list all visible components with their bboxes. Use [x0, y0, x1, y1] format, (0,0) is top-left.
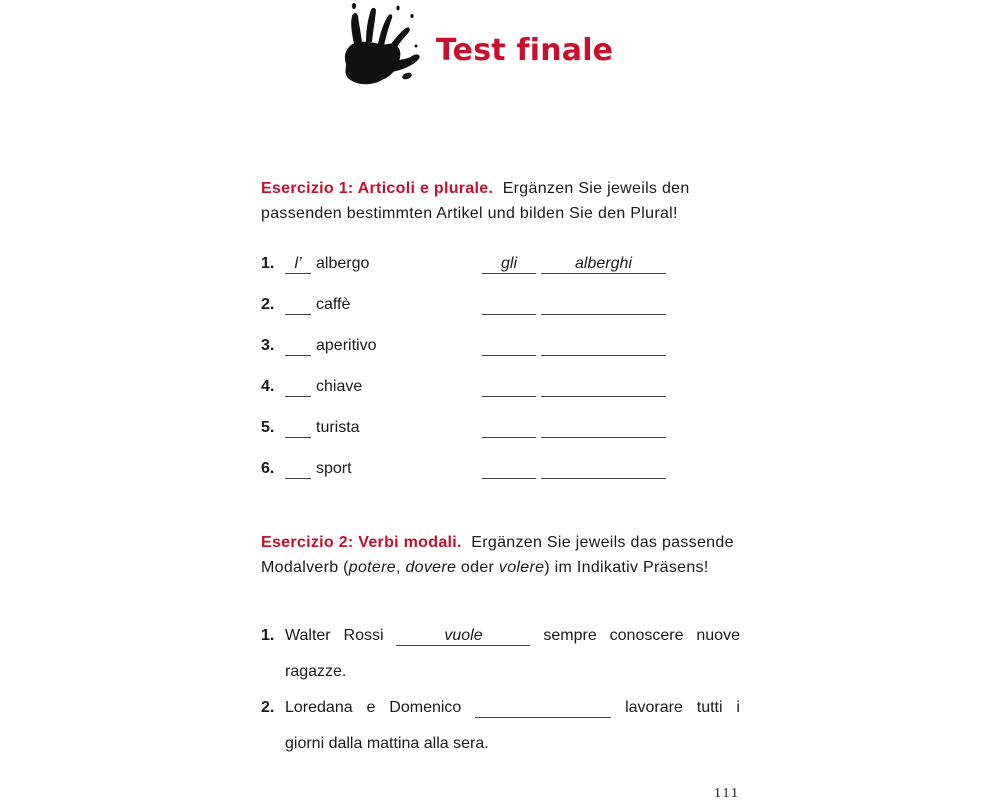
item-number: 1. [261, 627, 275, 644]
item-number: 5. [261, 419, 275, 436]
modal-verb-blank[interactable]: vuole [396, 627, 530, 646]
sentence-word: tutti [696, 699, 723, 716]
noun-label: sport [316, 460, 352, 477]
exercise-2-instruction-start: Ergänzen Sie jeweils das passende Modalverb ( [261, 534, 734, 576]
sentence-word: conoscere [609, 627, 684, 644]
exercise-1-item [261, 337, 681, 361]
exercise-1-item [261, 419, 681, 443]
sentence-word: nuove [696, 627, 740, 644]
item-number: 4. [261, 378, 275, 395]
exercise-2-heading [261, 530, 741, 580]
article-blank[interactable] [285, 419, 311, 438]
item-number: 2. [261, 296, 275, 313]
exercise-1-heading [261, 176, 741, 226]
noun-label: turista [316, 419, 360, 436]
sentence-word: sempre [543, 627, 597, 644]
item-number: 3. [261, 337, 275, 354]
separator-oder: oder [456, 559, 499, 576]
handprint-icon [336, 2, 428, 94]
exercise-1-item [261, 296, 681, 320]
modal-verb-blank[interactable] [475, 699, 611, 718]
verb-dovere: dovere [405, 559, 457, 576]
plural-article-blank[interactable] [482, 296, 536, 315]
article-blank[interactable]: l’ [285, 255, 311, 274]
sentence-word: Domenico [389, 699, 462, 716]
sentence-continuation-text: giorni dalla mattina alla sera. [285, 735, 489, 752]
sentence-word: lavorare [625, 699, 683, 716]
sentence-word: i [736, 699, 740, 716]
noun-label: caffè [316, 296, 351, 313]
plural-blank[interactable]: alberghi [541, 255, 666, 274]
item-number: 6. [261, 460, 275, 477]
article-blank[interactable] [285, 378, 311, 397]
sentence-word: Walter [285, 627, 331, 644]
article-blank[interactable] [285, 296, 311, 315]
sentence-word: Rossi [343, 627, 384, 644]
exercise-1-title: Esercizio 1: Articoli e plurale. [261, 180, 494, 197]
noun-label: aperitivo [316, 337, 377, 354]
exercise-1-instruction: Ergänzen Sie jeweils den passenden bestimmten Artikel und bilden Sie den Plural! [261, 180, 690, 222]
noun-label: chiave [316, 378, 363, 395]
plural-blank[interactable] [541, 378, 666, 397]
exercise-2-title: Esercizio 2: Verbi modali. [261, 534, 462, 551]
noun-label: albergo [316, 255, 370, 272]
sentence-word: e [366, 699, 376, 716]
item-number: 2. [261, 699, 275, 716]
plural-article-blank[interactable] [482, 337, 536, 356]
plural-blank[interactable] [541, 337, 666, 356]
separator-comma: , [395, 559, 406, 576]
verb-potere: potere [348, 559, 396, 576]
sentence-continuation [285, 663, 740, 683]
plural-blank[interactable] [541, 460, 666, 479]
sentence-continuation-text: ragazze. [285, 663, 347, 680]
article-blank[interactable] [285, 337, 311, 356]
plural-blank[interactable] [541, 296, 666, 315]
plural-article-blank[interactable] [482, 419, 536, 438]
item-number: 1. [261, 255, 275, 272]
exercise-1-item [261, 378, 681, 402]
plural-article-blank[interactable]: gli [482, 255, 536, 274]
page-title: Test finale [436, 33, 614, 68]
plural-article-blank[interactable] [482, 378, 536, 397]
sentence-line [285, 627, 740, 647]
sentence-line [285, 699, 740, 719]
plural-blank[interactable] [541, 419, 666, 438]
exercise-1-item [261, 255, 681, 279]
verb-volere: volere [498, 559, 545, 576]
exercise-1-item [261, 460, 681, 484]
sentence-continuation [285, 735, 740, 755]
exercise-2-instruction-end: ) im Indikativ Präsens! [544, 559, 709, 576]
plural-article-blank[interactable] [482, 460, 536, 479]
page-number: 111 [714, 786, 740, 801]
article-blank[interactable] [285, 460, 311, 479]
sentence-word: Loredana [285, 699, 353, 716]
